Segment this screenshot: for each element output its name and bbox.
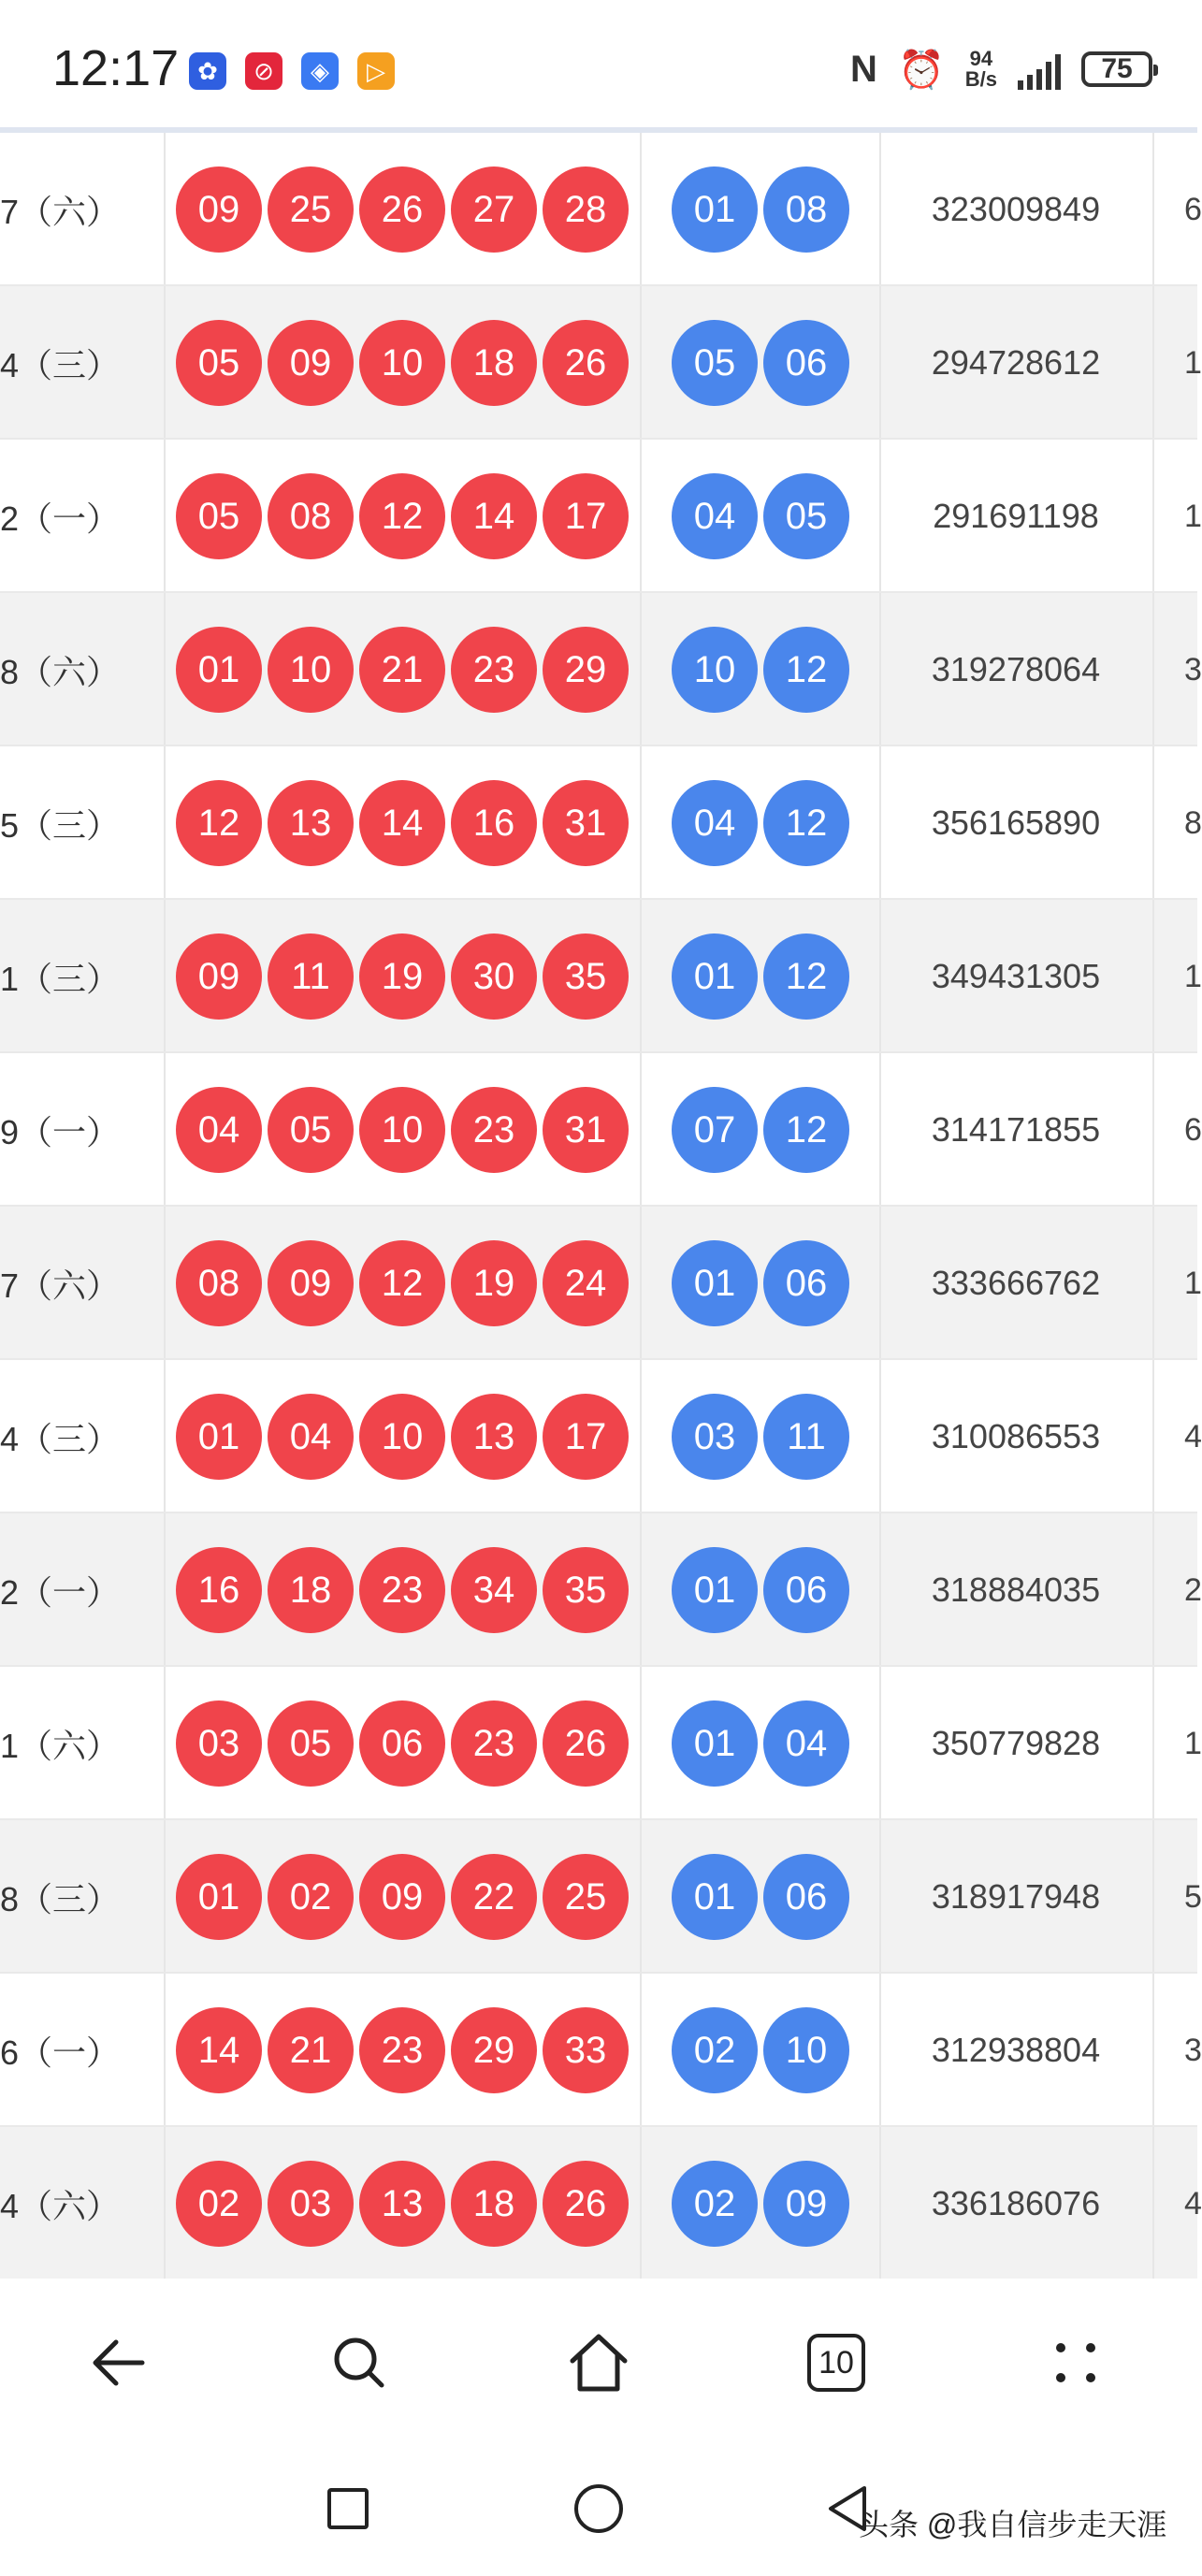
app-icon-2: ⊘ bbox=[245, 52, 282, 90]
home-icon[interactable] bbox=[561, 2325, 636, 2400]
sales-amount: 350779828 bbox=[931, 1724, 1101, 1762]
net-speed bbox=[965, 49, 997, 90]
column-divider bbox=[1152, 2127, 1154, 2280]
column-divider bbox=[1152, 1667, 1154, 1820]
red-ball: 34 bbox=[451, 1547, 537, 1633]
red-ball: 08 bbox=[268, 473, 354, 559]
red-ball: 09 bbox=[268, 320, 354, 406]
draw-date bbox=[0, 1820, 164, 1974]
search-icon[interactable] bbox=[322, 2325, 397, 2400]
red-ball: 03 bbox=[268, 2161, 354, 2247]
draw-date bbox=[0, 1513, 164, 1667]
sales-amount: 333666762 bbox=[931, 1264, 1101, 1302]
draw-date-text: 1（六） bbox=[0, 1726, 121, 1765]
red-ball: 23 bbox=[359, 2007, 445, 2093]
browser-toolbar bbox=[0, 2279, 1197, 2447]
column-divider bbox=[640, 1513, 642, 1667]
draw-date-text: 4（三） bbox=[0, 1419, 121, 1458]
column-divider bbox=[1152, 1820, 1154, 1974]
column-divider bbox=[879, 133, 881, 286]
column-divider bbox=[879, 440, 881, 593]
blue-ball: 01 bbox=[672, 1240, 758, 1326]
table-row[interactable] bbox=[0, 1207, 1202, 1360]
blue-ball: 11 bbox=[763, 1394, 849, 1480]
status-bar bbox=[0, 0, 1197, 127]
blue-ball: 12 bbox=[763, 933, 849, 1020]
red-ball: 01 bbox=[176, 627, 262, 713]
red-ball: 14 bbox=[359, 780, 445, 866]
blue-ball: 12 bbox=[763, 1087, 849, 1173]
column-divider bbox=[640, 593, 642, 746]
red-ball: 01 bbox=[176, 1854, 262, 1940]
draw-date-text: 1（三） bbox=[0, 959, 121, 998]
red-ball: 35 bbox=[543, 933, 629, 1020]
table-row[interactable] bbox=[0, 2127, 1202, 2280]
truncated-cell: 8 bbox=[1184, 804, 1202, 841]
system-navigation-bar bbox=[0, 2447, 1197, 2576]
red-ball: 26 bbox=[543, 320, 629, 406]
blue-ball: 02 bbox=[672, 2007, 758, 2093]
column-divider bbox=[1152, 286, 1154, 440]
column-divider bbox=[164, 440, 166, 593]
column-divider bbox=[640, 1360, 642, 1513]
red-ball: 26 bbox=[359, 166, 445, 253]
red-ball: 14 bbox=[176, 2007, 262, 2093]
draw-date-text: 4（六） bbox=[0, 2186, 121, 2225]
sales-amount: 291691198 bbox=[933, 497, 1099, 535]
column-divider bbox=[164, 900, 166, 1053]
red-ball: 17 bbox=[543, 473, 629, 559]
red-ball: 10 bbox=[359, 320, 445, 406]
sales-amount: 349431305 bbox=[931, 957, 1101, 995]
red-ball: 18 bbox=[451, 2161, 537, 2247]
draw-date-text: 7（六） bbox=[0, 192, 121, 231]
red-ball: 23 bbox=[451, 627, 537, 713]
table-row[interactable] bbox=[0, 1820, 1202, 1974]
net-speed-value: 94 bbox=[969, 47, 993, 70]
draw-date-text: 2（一） bbox=[0, 499, 121, 538]
blue-ball: 06 bbox=[763, 320, 849, 406]
column-divider bbox=[879, 1820, 881, 1974]
truncated-cell: 1 bbox=[1184, 1725, 1202, 1761]
column-divider bbox=[164, 593, 166, 746]
red-ball: 24 bbox=[543, 1240, 629, 1326]
blue-ball: 06 bbox=[763, 1240, 849, 1326]
table-row[interactable] bbox=[0, 286, 1202, 440]
red-ball: 02 bbox=[176, 2161, 262, 2247]
home-circle-icon[interactable] bbox=[565, 2475, 632, 2542]
red-ball: 17 bbox=[543, 1394, 629, 1480]
truncated-cell: 5 bbox=[1184, 1878, 1202, 1915]
red-ball: 33 bbox=[543, 2007, 629, 2093]
red-ball: 08 bbox=[176, 1240, 262, 1326]
draw-date bbox=[0, 1667, 164, 1820]
red-ball: 10 bbox=[268, 627, 354, 713]
column-divider bbox=[640, 2127, 642, 2280]
red-ball: 21 bbox=[359, 627, 445, 713]
red-ball: 01 bbox=[176, 1394, 262, 1480]
blue-ball: 10 bbox=[672, 627, 758, 713]
blue-ball: 04 bbox=[763, 1700, 849, 1787]
column-divider bbox=[164, 2127, 166, 2280]
red-ball: 10 bbox=[359, 1087, 445, 1173]
column-divider bbox=[879, 746, 881, 900]
tabs-count: 10 bbox=[807, 2334, 865, 2392]
red-ball: 18 bbox=[268, 1547, 354, 1633]
sales-amount: 336186076 bbox=[931, 2184, 1101, 2222]
blue-ball: 04 bbox=[672, 780, 758, 866]
battery-icon bbox=[1081, 51, 1152, 87]
red-ball: 04 bbox=[176, 1087, 262, 1173]
blue-ball: 01 bbox=[672, 1700, 758, 1787]
truncated-cell: 6 bbox=[1184, 1111, 1202, 1148]
column-divider bbox=[164, 1207, 166, 1360]
column-divider bbox=[1152, 900, 1154, 1053]
draw-date-text: 5（三） bbox=[0, 805, 121, 845]
blue-ball: 09 bbox=[763, 2161, 849, 2247]
table-row[interactable] bbox=[0, 1667, 1202, 1820]
truncated-cell: 3 bbox=[1184, 651, 1202, 687]
draw-date-text: 8（六） bbox=[0, 652, 121, 691]
draw-date bbox=[0, 286, 164, 440]
table-row[interactable] bbox=[0, 1513, 1202, 1667]
blue-ball: 02 bbox=[672, 2161, 758, 2247]
truncated-cell: 1 bbox=[1184, 958, 1202, 994]
red-ball: 19 bbox=[359, 933, 445, 1020]
app-icon-3: ◈ bbox=[301, 52, 339, 90]
red-ball: 10 bbox=[359, 1394, 445, 1480]
column-divider bbox=[879, 1974, 881, 2127]
column-divider bbox=[879, 1667, 881, 1820]
red-ball: 31 bbox=[543, 780, 629, 866]
sales-amount: 318917948 bbox=[931, 1877, 1101, 1916]
blue-ball: 07 bbox=[672, 1087, 758, 1173]
column-divider bbox=[164, 286, 166, 440]
red-ball: 29 bbox=[543, 627, 629, 713]
red-ball: 13 bbox=[451, 1394, 537, 1480]
red-ball: 05 bbox=[176, 473, 262, 559]
app-icon-1: ✿ bbox=[189, 52, 226, 90]
table-row[interactable] bbox=[0, 440, 1202, 593]
red-ball: 21 bbox=[268, 2007, 354, 2093]
draw-date-text: 2（一） bbox=[0, 1572, 121, 1612]
draw-date bbox=[0, 746, 164, 900]
column-divider bbox=[164, 1360, 166, 1513]
table-row[interactable] bbox=[0, 1053, 1202, 1207]
red-ball: 16 bbox=[176, 1547, 262, 1633]
sales-amount: 312938804 bbox=[931, 2031, 1101, 2069]
truncated-cell: 1 bbox=[1184, 1265, 1202, 1301]
blue-ball: 10 bbox=[763, 2007, 849, 2093]
red-ball: 09 bbox=[359, 1854, 445, 1940]
blue-ball: 12 bbox=[763, 627, 849, 713]
sales-amount: 294728612 bbox=[931, 343, 1101, 382]
red-ball: 26 bbox=[543, 1700, 629, 1787]
red-ball: 12 bbox=[359, 1240, 445, 1326]
battery-level: 75 bbox=[1101, 53, 1133, 84]
status-time: 12:17 bbox=[52, 40, 180, 96]
red-ball: 09 bbox=[176, 933, 262, 1020]
column-divider bbox=[640, 1207, 642, 1360]
column-divider bbox=[640, 746, 642, 900]
red-ball: 09 bbox=[268, 1240, 354, 1326]
column-divider bbox=[1152, 746, 1154, 900]
column-divider bbox=[640, 900, 642, 1053]
lottery-results-table[interactable] bbox=[0, 127, 1202, 2279]
draw-date bbox=[0, 1053, 164, 1207]
truncated-cell: 4 bbox=[1184, 2185, 1202, 2221]
table-row[interactable] bbox=[0, 593, 1202, 746]
blue-ball: 01 bbox=[672, 1547, 758, 1633]
red-ball: 28 bbox=[543, 166, 629, 253]
red-ball: 12 bbox=[176, 780, 262, 866]
red-ball: 23 bbox=[359, 1547, 445, 1633]
truncated-cell: 2 bbox=[1184, 1571, 1202, 1608]
column-divider bbox=[879, 1513, 881, 1667]
draw-date-text: 9（一） bbox=[0, 1112, 121, 1151]
column-divider bbox=[879, 593, 881, 746]
red-ball: 22 bbox=[451, 1854, 537, 1940]
watermark-text: 头条 @我自信步走天涯 bbox=[859, 2508, 1167, 2541]
column-divider bbox=[879, 1360, 881, 1513]
column-divider bbox=[640, 1053, 642, 1207]
sales-amount: 314171855 bbox=[931, 1110, 1101, 1149]
column-divider bbox=[640, 440, 642, 593]
blue-ball: 06 bbox=[763, 1547, 849, 1633]
draw-date bbox=[0, 900, 164, 1053]
sales-amount: 323009849 bbox=[931, 190, 1101, 228]
red-ball: 14 bbox=[451, 473, 537, 559]
alarm-icon: ⏰ bbox=[897, 49, 945, 91]
column-divider bbox=[164, 1053, 166, 1207]
back-icon[interactable] bbox=[82, 2325, 157, 2400]
blue-ball: 01 bbox=[672, 166, 758, 253]
tabs-icon[interactable] bbox=[799, 2325, 874, 2400]
column-divider bbox=[640, 133, 642, 286]
blue-ball: 01 bbox=[672, 933, 758, 1020]
column-divider bbox=[640, 1974, 642, 2127]
truncated-cell: 6 bbox=[1184, 191, 1202, 227]
red-ball: 25 bbox=[268, 166, 354, 253]
recents-icon[interactable] bbox=[314, 2475, 382, 2542]
draw-date bbox=[0, 440, 164, 593]
draw-date bbox=[0, 133, 164, 286]
red-ball: 27 bbox=[451, 166, 537, 253]
more-icon[interactable] bbox=[1038, 2325, 1113, 2400]
red-ball: 06 bbox=[359, 1700, 445, 1787]
red-ball: 23 bbox=[451, 1087, 537, 1173]
table-row[interactable] bbox=[0, 746, 1202, 900]
red-ball: 12 bbox=[359, 473, 445, 559]
sales-amount: 318884035 bbox=[931, 1570, 1101, 1609]
draw-date bbox=[0, 1360, 164, 1513]
table-row[interactable] bbox=[0, 900, 1202, 1053]
blue-ball: 08 bbox=[763, 166, 849, 253]
blue-ball: 05 bbox=[763, 473, 849, 559]
red-ball: 13 bbox=[268, 780, 354, 866]
blue-ball: 05 bbox=[672, 320, 758, 406]
sales-amount: 356165890 bbox=[931, 803, 1101, 842]
column-divider bbox=[879, 1053, 881, 1207]
column-divider bbox=[879, 286, 881, 440]
red-ball: 04 bbox=[268, 1394, 354, 1480]
blue-ball: 12 bbox=[763, 780, 849, 866]
column-divider bbox=[1152, 593, 1154, 746]
table-row[interactable] bbox=[0, 1974, 1202, 2127]
truncated-cell: 3 bbox=[1184, 2032, 1202, 2068]
status-indicators bbox=[850, 41, 1152, 97]
red-ball: 16 bbox=[451, 780, 537, 866]
red-ball: 29 bbox=[451, 2007, 537, 2093]
red-ball: 18 bbox=[451, 320, 537, 406]
draw-date-text: 7（六） bbox=[0, 1266, 121, 1305]
red-ball: 19 bbox=[451, 1240, 537, 1326]
column-divider bbox=[1152, 1360, 1154, 1513]
column-divider bbox=[164, 1513, 166, 1667]
red-ball: 25 bbox=[543, 1854, 629, 1940]
red-ball: 26 bbox=[543, 2161, 629, 2247]
red-ball: 05 bbox=[176, 320, 262, 406]
column-divider bbox=[1152, 1207, 1154, 1360]
column-divider bbox=[1152, 1513, 1154, 1667]
red-ball: 05 bbox=[268, 1087, 354, 1173]
app-icon-4: ▷ bbox=[357, 52, 395, 90]
column-divider bbox=[164, 133, 166, 286]
blue-ball: 03 bbox=[672, 1394, 758, 1480]
column-divider bbox=[1152, 1053, 1154, 1207]
truncated-cell: 1 bbox=[1184, 498, 1202, 534]
column-divider bbox=[879, 1207, 881, 1360]
blue-ball: 04 bbox=[672, 473, 758, 559]
red-ball: 30 bbox=[451, 933, 537, 1020]
column-divider bbox=[1152, 440, 1154, 593]
column-divider bbox=[879, 2127, 881, 2280]
red-ball: 09 bbox=[176, 166, 262, 253]
column-divider bbox=[164, 746, 166, 900]
column-divider bbox=[1152, 1974, 1154, 2127]
draw-date-text: 6（一） bbox=[0, 2033, 121, 2072]
table-row[interactable] bbox=[0, 1360, 1202, 1513]
red-ball: 13 bbox=[359, 2161, 445, 2247]
column-divider bbox=[164, 1974, 166, 2127]
draw-date bbox=[0, 1207, 164, 1360]
column-divider bbox=[640, 286, 642, 440]
net-speed-unit: B/s bbox=[964, 67, 997, 91]
column-divider bbox=[640, 1667, 642, 1820]
red-ball: 23 bbox=[451, 1700, 537, 1787]
draw-date bbox=[0, 593, 164, 746]
sales-amount: 310086553 bbox=[931, 1417, 1101, 1455]
table-row[interactable] bbox=[0, 133, 1202, 286]
red-ball: 03 bbox=[176, 1700, 262, 1787]
column-divider bbox=[164, 1667, 166, 1820]
draw-date bbox=[0, 2127, 164, 2280]
column-divider bbox=[164, 1820, 166, 1974]
draw-date bbox=[0, 1974, 164, 2127]
red-ball: 31 bbox=[543, 1087, 629, 1173]
truncated-cell: 1 bbox=[1184, 344, 1202, 381]
nfc-icon: N bbox=[850, 48, 877, 90]
column-divider bbox=[640, 1820, 642, 1974]
blue-ball: 06 bbox=[763, 1854, 849, 1940]
blue-ball: 01 bbox=[672, 1854, 758, 1940]
red-ball: 11 bbox=[268, 933, 354, 1020]
signal-icon bbox=[1018, 49, 1061, 90]
sales-amount: 319278064 bbox=[931, 650, 1101, 688]
draw-date-text: 4（三） bbox=[0, 345, 121, 384]
column-divider bbox=[879, 900, 881, 1053]
truncated-cell: 4 bbox=[1184, 1418, 1202, 1454]
red-ball: 05 bbox=[268, 1700, 354, 1787]
draw-date-text: 8（三） bbox=[0, 1879, 121, 1918]
red-ball: 35 bbox=[543, 1547, 629, 1633]
red-ball: 02 bbox=[268, 1854, 354, 1940]
column-divider bbox=[1152, 133, 1154, 286]
